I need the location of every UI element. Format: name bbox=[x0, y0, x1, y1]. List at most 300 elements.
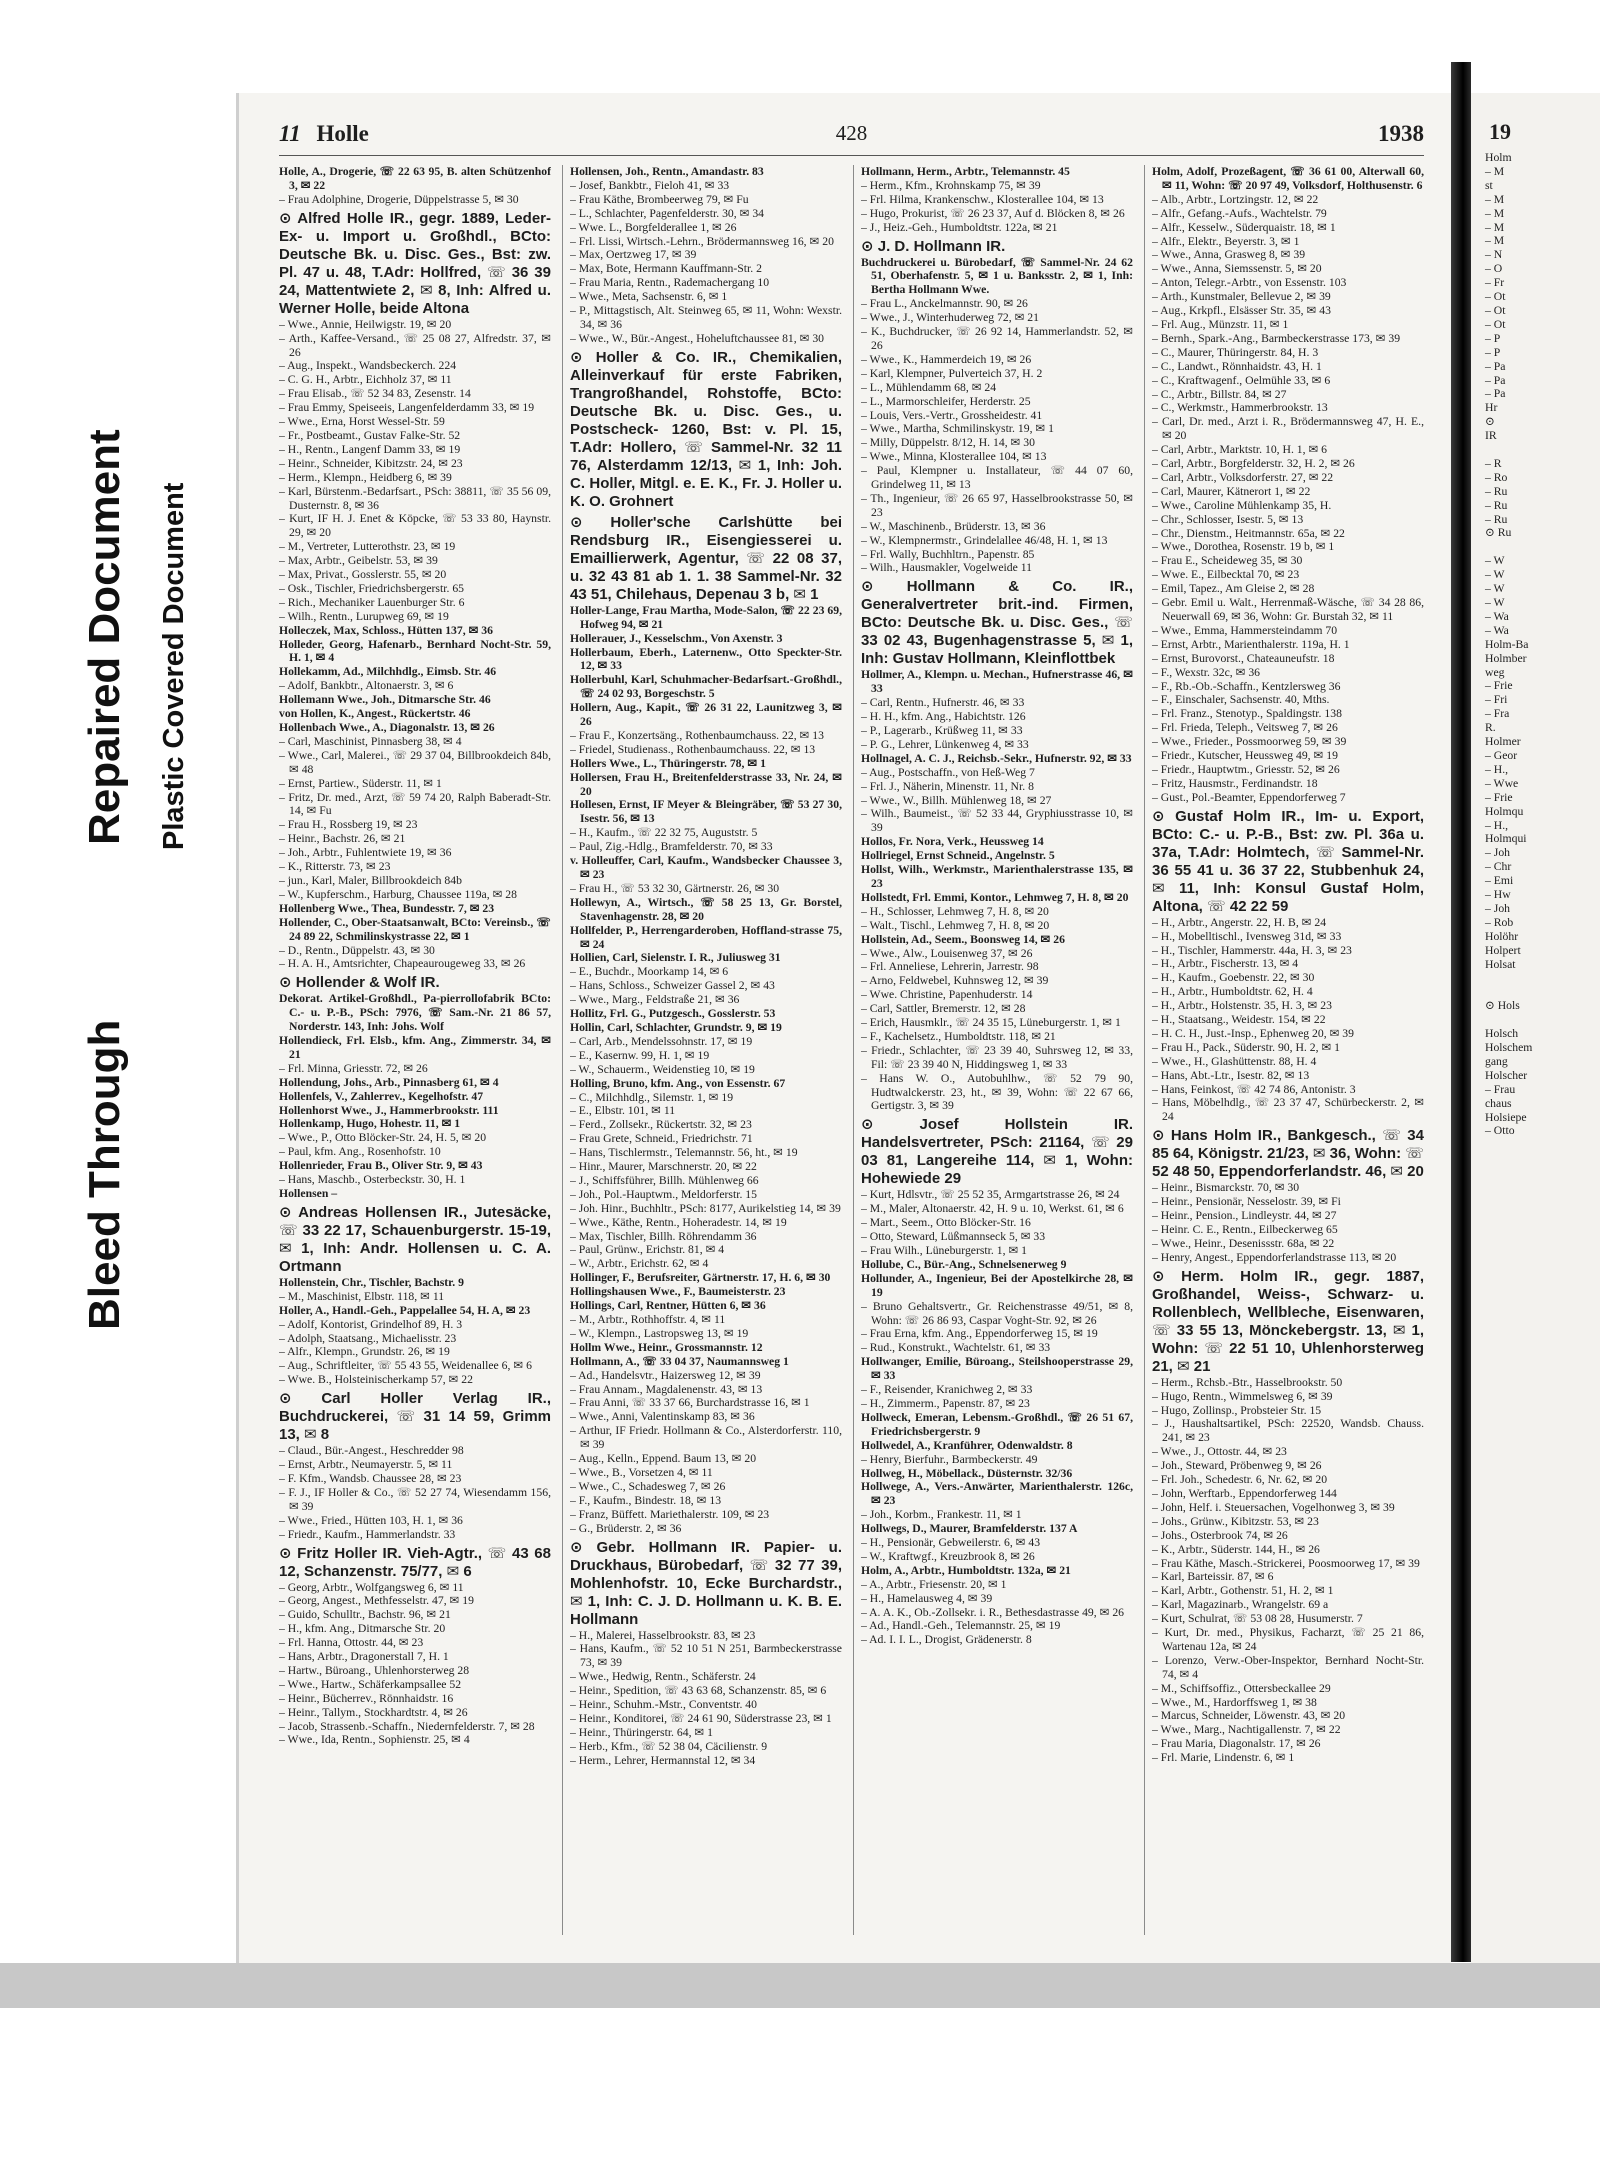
directory-entry: – Wwe., Emma, Hammersteindamm 70 bbox=[1152, 623, 1338, 637]
directory-entry: – Ad. I. I. L., Drogist, Grädenerstr. 8 bbox=[861, 1633, 1032, 1647]
next-page-line: – Ru bbox=[1485, 484, 1508, 498]
directory-entry: – E., Buchdr., Moorkamp 14, ✉ 6 bbox=[570, 965, 729, 979]
directory-entry: – H. H., kfm. Ang., Habichtstr. 126 bbox=[861, 710, 1026, 724]
directory-entry: – H., kfm. Ang., Ditmarsche Str. 20 bbox=[279, 1622, 446, 1636]
directory-entry: Hollensen, Joh., Rentn., Amandastr. 83 bbox=[570, 165, 764, 178]
directory-entry: – Wwe. L., Borgfelderallee 1, ✉ 26 bbox=[570, 220, 737, 234]
next-page-line: – Ro bbox=[1485, 470, 1508, 484]
directory-entry: – Wwe. B., Holsteinischerkamp 57, ✉ 22 bbox=[279, 1373, 473, 1387]
next-page-line: Holsat bbox=[1485, 957, 1516, 971]
directory-entry: – Milly, Düppelstr. 8/12, H. 14, ✉ 30 bbox=[861, 436, 1035, 450]
directory-entry: – Karl, Klempner, Pulverteich 37, H. 2 bbox=[861, 366, 1043, 380]
next-page-line: R. bbox=[1485, 721, 1496, 735]
next-page-line: – Fri bbox=[1485, 693, 1508, 707]
directory-entry: – Joh., Korbm., Frankestr. 11, ✉ 1 bbox=[861, 1508, 1022, 1522]
directory-entry: – Guido, Schulltr., Bachstr. 96, ✉ 21 bbox=[279, 1608, 451, 1622]
directory-entry: – Wwe., Hartw., Schäferkampsallee 52 bbox=[279, 1677, 462, 1691]
directory-entry: Hollmann, Herm., Arbtr., Telemannstr. 45 bbox=[861, 165, 1070, 178]
next-page-line: – Frau bbox=[1485, 1082, 1516, 1096]
next-page-line: – M bbox=[1485, 234, 1505, 248]
directory-entry: – Osk., Tischler, Friedrichsbergerstr. 65 bbox=[279, 581, 465, 595]
directory-entry: – Frau H., Rossberg 19, ✉ 23 bbox=[279, 818, 418, 832]
directory-entry: – Ferd., Zollsekr., Rückertstr. 32, ✉ 23 bbox=[570, 1118, 752, 1132]
directory-entry: Hollenstein, Chr., Tischler, Bachstr. 9 bbox=[279, 1275, 464, 1289]
directory-entry: – Ad., Handelsvtr., Haizersweg 12, ✉ 39 bbox=[570, 1368, 761, 1382]
directory-entry: ⊙ Hans Holm IR., Bankgesch., ☏ 34 85 64, Königstr. 21/23, ✉ 36, Wohn: ☏ 52 48 50, Eppendorferlandstr. 46, ✉ 20 bbox=[1152, 1127, 1424, 1181]
directory-entry: – Frl. Anneliese, Lehrerin, Jarrestr. 98 bbox=[861, 960, 1039, 974]
next-page-line: – Pa bbox=[1485, 373, 1506, 387]
directory-entry: Hollenberg Wwe., Thea, Bundesstr. 7, ✉ 23 bbox=[279, 901, 495, 915]
directory-entry: Hollerbaum, Eberh., Laternenw., Otto Speckter-Str. 12, ✉ 33 bbox=[570, 645, 842, 673]
directory-entry: – Herm., Lehrer, Hermannstal 12, ✉ 34 bbox=[570, 1753, 756, 1767]
directory-entry: – Gebr. Emil u. Walt., Herrenmaß-Wäsche, ☏ 34 28 86, Neuerwall 69, ✉ 36, Wohn: Gr. Burstah 32, ✉ 11 bbox=[1152, 596, 1424, 623]
directory-entry: – C. G. H., Arbtr., Eichholz 37, ✉ 11 bbox=[279, 373, 452, 387]
directory-entry: – Frl. Aug., Münzstr. 11, ✉ 1 bbox=[1152, 317, 1289, 331]
directory-entry: Hollst, Wilh., Werkmstr., Marienthalerstrasse 135, ✉ 23 bbox=[861, 863, 1133, 890]
directory-entry: – Rich., Mechaniker Lauenburger Str. 6 bbox=[279, 595, 465, 609]
next-page-line: chaus bbox=[1485, 1096, 1512, 1110]
directory-entry: – Heinr., Tallym., Stockhardtstr. 4, ✉ 26 bbox=[279, 1705, 468, 1719]
directory-entry: – Wwe., J., Winterhuderweg 72, ✉ 21 bbox=[861, 311, 1039, 325]
next-page-line: IR bbox=[1485, 429, 1497, 443]
next-page-line: Hr bbox=[1485, 401, 1498, 415]
directory-entry: – F., Rb.-Ob.-Schaffn., Kentzlersweg 36 bbox=[1152, 679, 1341, 693]
directory-entry: – Joh. Hinr., Buchhltr., PSch: 8177, Aurikelstieg 14, ✉ 39 bbox=[570, 1201, 841, 1215]
directory-entry: – H. C. H., Just.-Insp., Ephenweg 20, ✉ 39 bbox=[1152, 1026, 1354, 1040]
directory-entry: – Joh., Steward, Pröbenweg 9, ✉ 26 bbox=[1152, 1459, 1322, 1473]
directory-entry: – Claud., Bür.-Angest., Heschredder 98 bbox=[279, 1444, 464, 1458]
directory-entry: – Kurt, IF H. J. Enet & Köpcke, ☏ 53 33 80, Haynstr. 29, ✉ 20 bbox=[279, 512, 551, 540]
directory-entry: Hollriegel, Ernst Schneid., Angelnstr. 5 bbox=[861, 849, 1055, 863]
directory-entry: – M., Maler, Altonaerstr. 42, H. 9 u. 10, Werkst. 61, ✉ 6 bbox=[861, 1202, 1124, 1216]
directory-entry: – Frl. Joh., Schedestr. 6, Nr. 62, ✉ 20 bbox=[1152, 1473, 1328, 1487]
scan-labels bbox=[0, 0, 245, 2177]
directory-entry: Hollensen – bbox=[279, 1187, 338, 1200]
directory-entry: – Carl, Arbtr., Volksdorferstr. 27, ✉ 22 bbox=[1152, 470, 1334, 484]
next-page-line: – H., bbox=[1485, 818, 1509, 832]
directory-entry: – Heinr., Schneider, Kibitzstr. 24, ✉ 23 bbox=[279, 456, 463, 470]
directory-entry: Hollenfels, V., Zahlerrev., Kegelhofstr. 47 bbox=[279, 1089, 484, 1103]
directory-entry: – Wwe., Anna, Siemssenstr. 5, ✉ 20 bbox=[1152, 262, 1322, 276]
directory-entry: – Paul, Klempner u. Installateur, ☏ 44 07 60, Grindelweg 11, ✉ 13 bbox=[861, 464, 1133, 492]
directory-entry: – Wwe., Fried., Hütten 103, H. 1, ✉ 36 bbox=[279, 1513, 463, 1527]
directory-entry: – Max, Arbtr., Geibelstr. 53, ✉ 39 bbox=[279, 554, 438, 568]
directory-entry: – Arth., Kaffee-Versand., ☏ 25 08 27, Alfredstr. 37, ✉ 26 bbox=[279, 331, 551, 359]
directory-entry: – Henry, Bierfuhr., Barmbeckerstr. 49 bbox=[861, 1452, 1038, 1466]
directory-entry: – F., Kaufm., Bindestr. 18, ✉ 13 bbox=[570, 1493, 722, 1507]
directory-entry: Hollern, Aug., Kapit., ☏ 26 31 22, Launitzweg 3, ✉ 26 bbox=[570, 701, 842, 729]
directory-entry: – Herm., Kfm., Krohnskamp 75, ✉ 39 bbox=[861, 178, 1041, 192]
directory-entry: – Ernst, Burovorst., Chateauneufstr. 18 bbox=[1152, 651, 1335, 665]
directory-entry: – H., Staatsang., Weidestr. 154, ✉ 22 bbox=[1152, 1013, 1326, 1027]
next-page-line: Holmqu bbox=[1485, 804, 1524, 818]
directory-entry: – Hans, Abt.-Ltr., Isestr. 82, ✉ 13 bbox=[1152, 1068, 1310, 1082]
next-page-line: Holschem bbox=[1485, 1041, 1533, 1054]
next-page-line: Holmber bbox=[1485, 651, 1527, 665]
directory-entry: Holm, Adolf, Prozeßagent, ☏ 36 61 00, Alterwall 60, ✉ 11, Wohn: ☏ 20 97 49, Volksdorf, Holthusenstr. 6 bbox=[1152, 165, 1424, 192]
directory-entry: – Kurt, Hdlsvtr., ☏ 25 52 35, Armgartstrasse 26, ✉ 24 bbox=[861, 1188, 1120, 1202]
next-page-line bbox=[1471, 971, 1600, 985]
directory-entry: – Hans, Kaufm., ☏ 52 10 51 N 251, Barmbeckerstrasse 73, ✉ 39 bbox=[570, 1642, 842, 1670]
directory-entry: – Wwe., Annie, Heilwigstr. 19, ✉ 20 bbox=[279, 317, 452, 331]
directory-entry: – Aug., Postschaffn., von Heß-Weg 7 bbox=[861, 765, 1035, 779]
directory-entry: – Mart., Seem., Otto Blöcker-Str. 16 bbox=[861, 1216, 1031, 1230]
directory-entry: Hollos, Fr. Nora, Verk., Heussweg 14 bbox=[861, 835, 1044, 849]
directory-entry: – Ernst, Arbtr., Neumayerstr. 5, ✉ 11 bbox=[279, 1458, 453, 1472]
directory-entry: – Joh., Arbtr., Fuhlentwiete 19, ✉ 36 bbox=[279, 846, 452, 860]
directory-entry: – Hans, Arbtr., Dragonerstall 7, H. 1 bbox=[279, 1650, 449, 1664]
directory-entry: – H., Rentn., Langenf Damm 33, ✉ 19 bbox=[279, 442, 461, 456]
directory-entry: – Frl. Minna, Griesstr. 72, ✉ 26 bbox=[279, 1061, 428, 1075]
directory-entry: – H., Schlosser, Lehmweg 7, H. 8, ✉ 20 bbox=[861, 904, 1049, 918]
directory-entry: – W., Kupferschm., Harburg, Chaussee 119a, ✉ 28 bbox=[279, 887, 517, 901]
directory-entry: – H., Kaufm., ☏ 22 32 75, Auguststr. 5 bbox=[570, 826, 758, 840]
directory-entry: – Heinr., Bismarckstr. 70, ✉ 30 bbox=[1152, 1181, 1300, 1195]
directory-entry: – L., Marmorschleifer, Herderstr. 25 bbox=[861, 394, 1031, 408]
directory-entry: – F., Einschaler, Sachsenstr. 40, Mths. bbox=[1152, 693, 1330, 707]
directory-entry: – Frau Anni, ☏ 33 37 66, Burchardstrasse 16, ✉ 1 bbox=[570, 1396, 810, 1410]
directory-entry: Holle, A., Drogerie, ☏ 22 63 95, B. alten Schützenhof 3, ✉ 22 bbox=[279, 165, 551, 192]
bleed-through-label: Bleed Through bbox=[80, 1019, 129, 1330]
next-page-line: – Otto bbox=[1485, 1124, 1515, 1138]
directory-entry: – Franz, Büffett. Mariethalerstr. 109, ✉ 23 bbox=[570, 1507, 770, 1521]
next-page-line: – Frie bbox=[1485, 790, 1513, 804]
directory-entry: – D., Rentn., Düppelstr. 43, ✉ 30 bbox=[279, 943, 435, 957]
directory-entry: – H., Malerei, Hasselbrookstr. 83, ✉ 23 bbox=[570, 1628, 756, 1642]
directory-entry: – H., Zimmerm., Papenstr. 87, ✉ 23 bbox=[861, 1396, 1030, 1410]
next-page-line: – Joh bbox=[1485, 846, 1511, 860]
directory-entry: Hollenkamp, Hugo, Hohestr. 11, ✉ 1 bbox=[279, 1117, 461, 1131]
next-page-line: – W bbox=[1485, 596, 1505, 609]
directory-entry: – M., Schiffsoffiz., Ottersbeckallee 29 bbox=[1152, 1681, 1331, 1695]
directory-entry: – Adolf, Bankbtr., Altonaerstr. 3, ✉ 6 bbox=[279, 679, 454, 693]
directory-entry: ⊙ Holler'sche Carlshütte bei Rendsburg IR., Eisengiesserei u. Emaillierwerk, Agentur, ☏ 22 08 37, u. 32 43 81 ab 1. 1. 38 Sammel-Nr. 32 43 51, Chilehaus, Depenau 3 b, ✉ 1 bbox=[570, 513, 842, 603]
directory-entry: – Wwe., Ida, Rentn., Sophienstr. 25, ✉ 4 bbox=[279, 1733, 470, 1747]
directory-entry: – Hugo, Zollinsp., Probsteier Str. 15 bbox=[1152, 1403, 1322, 1417]
next-page-line: Holm bbox=[1485, 151, 1512, 164]
directory-entry: – L., Schlachter, Pagenfelderstr. 30, ✉ 34 bbox=[570, 206, 765, 220]
scan-bottom-band bbox=[0, 1963, 1600, 2008]
directory-entry: – W., Klempnermstr., Grindelallee 46/48, H. 1, ✉ 13 bbox=[861, 533, 1108, 547]
directory-entry: – C., Werkmstr., Hammerbrookstr. 13 bbox=[1152, 401, 1328, 415]
next-page-line: – Ot bbox=[1485, 303, 1506, 317]
directory-entry: ⊙ Gustaf Holm IR., Im- u. Export, BCto: C.- u. P.-B., Bst: zw. Pl. 36a u. 37a, T.Adr: Holmtech, ☏ Sammel-Nr. 36 55 41 u. 36 37 22, Stubbenhuk 24, ✉ 11, Inh: Konsul Gustaf Holm, Altona, ☏ 42 22 59 bbox=[1152, 807, 1424, 915]
directory-entry: – Wwe., Anna, Grasweg 8, ✉ 39 bbox=[1152, 248, 1306, 262]
directory-entry: – Wilh., Hausmakler, Vogelweide 11 bbox=[861, 561, 1032, 575]
column-divider bbox=[562, 165, 563, 1935]
directory-entry: – Frau H., ☏ 53 32 30, Gärtnerstr. 26, ✉ 30 bbox=[570, 881, 780, 895]
next-page-line: – R bbox=[1485, 456, 1502, 470]
directory-entry: – Frau Erna, kfm. Ang., Eppendorferweg 15, ✉ 19 bbox=[861, 1327, 1098, 1341]
directory-entry: – Karl, Bürstenm.-Bedarfsart., PSch: 38811, ☏ 35 56 09, Dusternstr. 8, ✉ 36 bbox=[279, 484, 551, 512]
page-header bbox=[279, 121, 1424, 156]
directory-entry: – Carl, Sattler, Bremerstr. 12, ✉ 28 bbox=[861, 1002, 1026, 1016]
directory-entry: – H., Hamelausweg 4, ✉ 39 bbox=[861, 1591, 993, 1605]
directory-entry: – John, Helf. i. Steuersachen, Vogelhonweg 3, ✉ 39 bbox=[1152, 1500, 1395, 1514]
directory-entry: – Wwe., Alw., Louisenweg 37, ✉ 26 bbox=[861, 946, 1033, 960]
column-2 bbox=[570, 165, 842, 1935]
next-page-line: – Wwe bbox=[1485, 776, 1519, 790]
directory-entry: – Karl, Arbtr., Gothenstr. 51, H. 2, ✉ 1 bbox=[1152, 1584, 1334, 1598]
directory-entry: – Friedr., Hauptwtm., Griesstr. 52, ✉ 26 bbox=[1152, 762, 1340, 776]
directory-entry: Hollin, Carl, Schlachter, Grundstr. 9, ✉ 19 bbox=[570, 1020, 782, 1034]
next-page-line: – Hw bbox=[1485, 888, 1511, 902]
directory-entry: – Hinr., Maurer, Marschnerstr. 20, ✉ 22 bbox=[570, 1160, 757, 1174]
directory-entry: – Hans W. O., Autobuhlhw., ☏ 52 79 90, Hudtwalckerstr. 23, ht., ✉ 39, Wohn: ☏ 22 67 66, Gertigstr. 3, ✉ 39 bbox=[861, 1071, 1133, 1113]
directory-entry: – Fr., Postbeamt., Gustav Falke-Str. 52 bbox=[279, 428, 461, 442]
next-page-line: – Ot bbox=[1485, 317, 1506, 331]
directory-entry: – jun., Karl, Maler, Billbrookdeich 84b bbox=[279, 873, 462, 887]
directory-entry: – A. A. K., Ob.-Zollsekr. i. R., Bethesdastrasse 49, ✉ 26 bbox=[861, 1605, 1125, 1619]
directory-entry: – K., Arbtr., Süderstr. 144, H., ✉ 26 bbox=[1152, 1542, 1320, 1556]
directory-entry: – Friedr., Schlachter, ☏ 23 39 40, Suhrsweg 12, ✉ 33, Fil: ☏ 23 39 40 N, Hiddingsweg 1, ✉ 33 bbox=[861, 1043, 1133, 1071]
directory-entry: Hollwedel, A., Kranführer, Odenwaldstr. 8 bbox=[861, 1438, 1073, 1452]
directory-entry: – Karl, Barteissir. 87, ✉ 6 bbox=[1152, 1570, 1274, 1584]
directory-entry: – G., Brüderstr. 2, ✉ 36 bbox=[570, 1521, 682, 1535]
directory-entry: – Lorenzo, Verw.-Ober-Inspektor, Bernhard Nocht-Str. 74, ✉ 4 bbox=[1152, 1653, 1424, 1681]
next-page-line: – P bbox=[1485, 345, 1501, 359]
directory-page bbox=[236, 93, 1451, 1963]
directory-entry: – Wwe., Caroline Mühlenkamp 35, H. bbox=[1152, 498, 1332, 512]
directory-entry: – Frau E., Scheideweg 35, ✉ 30 bbox=[1152, 554, 1303, 568]
directory-entry: Hollube, C., Bür.-Ang., Schnelsenerweg 9 bbox=[861, 1257, 1067, 1271]
directory-entry: – Aug., Inspekt., Wandsbeckerch. 224 bbox=[279, 359, 457, 373]
next-page-line bbox=[1471, 1013, 1600, 1027]
directory-entry: – Frl. Marie, Lindenstr. 6, ✉ 1 bbox=[1152, 1751, 1295, 1765]
directory-entry: – John, Werftarb., Eppendorferweg 144 bbox=[1152, 1486, 1337, 1500]
directory-entry: – Frau Emmy, Speiseeis, Langenfelderdamm 33, ✉ 19 bbox=[279, 401, 535, 415]
column-3 bbox=[861, 165, 1133, 1935]
directory-entry: – Hans, Tischlermstr., Telemannstr. 56, ht., ✉ 19 bbox=[570, 1146, 798, 1160]
next-page-line: – M bbox=[1485, 164, 1505, 178]
directory-entry: Hollenrieder, Frau B., Oliver Str. 9, ✉ 43 bbox=[279, 1159, 483, 1173]
directory-entry: – Hugo, Prokurist, ☏ 26 23 37, Auf d. Blöcken 8, ✉ 26 bbox=[861, 206, 1125, 220]
directory-entry: ⊙ Hollmann & Co. IR., Generalvertreter brit.-ind. Firmen, BCto: Deutsche Bk. u. Disc. Ges., ☏ 33 02 43, Bugenhagenstrasse 5, ✉ 1, Inh: Gustav Hollmann, Kleinflottbek bbox=[861, 578, 1133, 668]
directory-entry: – Heinr., Konditorei, ☏ 24 61 90, Süderstrasse 23, ✉ 1 bbox=[570, 1711, 832, 1725]
next-page-line: Holmqui bbox=[1485, 832, 1527, 846]
directory-entry: Dekorat. Artikel-Großhdl., Pa-pierrollofabrik BCto: C.- u. P.-B., PSch: 7976, ☏ Sam.-Nr. 21 86 57, Norderstr. 143, Inh: Johs. Wolf bbox=[279, 992, 551, 1034]
next-page-line: ⊙ Hols bbox=[1485, 999, 1520, 1013]
directory-entry: – Ernst, Partiew., Süderstr. 11, ✉ 1 bbox=[279, 776, 442, 790]
next-page-line: – N bbox=[1485, 248, 1503, 262]
next-page-line: – M bbox=[1485, 206, 1505, 220]
directory-entry: – Heinr., Thüringerstr. 64, ✉ 1 bbox=[570, 1725, 713, 1739]
next-page-line: Holöhr bbox=[1485, 929, 1519, 943]
directory-entry: – Chr., Schlosser, Isestr. 5, ✉ 13 bbox=[1152, 512, 1304, 526]
directory-entry: – Aug., Kelln., Eppend. Baum 13, ✉ 20 bbox=[570, 1452, 757, 1466]
next-page-line: – M bbox=[1485, 220, 1505, 234]
directory-entry: ⊙ J. D. Hollmann IR. bbox=[861, 237, 1006, 255]
directory-entry: – Hartw., Büroang., Uhlenhorsterweg 28 bbox=[279, 1663, 470, 1677]
directory-entry: – Max, Bote, Hermann Kauffmann-Str. 2 bbox=[570, 262, 762, 276]
directory-entry: – Heinr., Bücherrev., Rönnhaidstr. 16 bbox=[279, 1691, 454, 1705]
directory-entry: – M., Vertreter, Lutterothstr. 23, ✉ 19 bbox=[279, 540, 456, 554]
next-page-line bbox=[1471, 443, 1600, 457]
header-year: 1938 bbox=[1378, 121, 1424, 146]
directory-entry: – Wwe., Dorothea, Rosenstr. 19 b, ✉ 1 bbox=[1152, 540, 1335, 554]
directory-entry: – W., Maschinenb., Brüderstr. 13, ✉ 36 bbox=[861, 519, 1046, 533]
directory-entry: – H., Arbtr., Holstenstr. 35, H. 3, ✉ 23 bbox=[1152, 999, 1332, 1013]
next-page-line: – P bbox=[1485, 331, 1501, 345]
directory-entry: – Wwe., Heinr., Desenissstr. 68a, ✉ 22 bbox=[1152, 1236, 1335, 1250]
directory-entry: Hollstein, Ad., Seem., Boonsweg 14, ✉ 26 bbox=[861, 932, 1065, 946]
directory-entry: – Ernst, Arbtr., Marienthalerstr. 119a, H. 1 bbox=[1152, 637, 1350, 651]
directory-entry: – Walt., Tischl., Lehmweg 7, H. 8, ✉ 20 bbox=[861, 918, 1050, 932]
directory-entry: – Friedr., Kaufm., Hammerlandstr. 33 bbox=[279, 1527, 456, 1541]
directory-entry: – F., Wexstr. 32c, ✉ 36 bbox=[1152, 665, 1261, 679]
directory-entry: v. Holleuffer, Carl, Kaufm., Wandsbecker Chaussee 3, ✉ 23 bbox=[570, 854, 842, 881]
column-divider bbox=[1144, 165, 1145, 1935]
directory-entry: – Gust., Pol.-Beamter, Eppendorferweg 7 bbox=[1152, 790, 1346, 804]
directory-entry: – M., Maschinist, Elbstr. 118, ✉ 11 bbox=[279, 1289, 445, 1303]
directory-entry: – Alb., Arbtr., Lortzingstr. 12, ✉ 22 bbox=[1152, 192, 1319, 206]
directory-entry: – H., Kaufm., Goebenstr. 22, ✉ 30 bbox=[1152, 971, 1315, 985]
directory-entry: – Th., Ingenieur, ☏ 26 65 97, Hasselbrookstrasse 50, ✉ 23 bbox=[861, 491, 1133, 519]
directory-entry: Hollwege, A., Vers.-Anwärter, Marienthalerstr. 126c, ✉ 23 bbox=[861, 1480, 1133, 1508]
directory-entry: – Frau Käthe, Masch.-Strickerei, Poosmoorweg 17, ✉ 39 bbox=[1152, 1556, 1420, 1570]
directory-entry: ⊙ Hollender & Wolf IR. bbox=[279, 974, 440, 992]
directory-entry: Hollenbach Wwe., A., Diagonalstr. 13, ✉ 26 bbox=[279, 721, 495, 734]
directory-entry: – Heinr., Schuhm.-Mstr., Conventstr. 40 bbox=[570, 1698, 757, 1712]
directory-entry: – Alfr., Gefang.-Aufs., Wachtelstr. 79 bbox=[1152, 206, 1327, 220]
directory-entry: – Carl, Dr. med., Arzt i. R., Brödermannsweg 47, H. E., ✉ 20 bbox=[1152, 415, 1424, 443]
page-number: 428 bbox=[835, 121, 868, 145]
directory-entry: – W., Klempn., Lastropsweg 13, ✉ 19 bbox=[570, 1326, 749, 1340]
directory-entry: – Joh., Pol.-Hauptwm., Meldorferstr. 15 bbox=[570, 1187, 757, 1201]
directory-entry: – Hans, Feinkost, ☏ 42 74 86, Antonistr. 3 bbox=[1152, 1082, 1356, 1096]
directory-entry: – C., Kraftwagenf., Oelmühle 33, ✉ 6 bbox=[1152, 373, 1331, 387]
next-page-line: – W bbox=[1485, 568, 1505, 582]
next-page-line bbox=[1471, 540, 1600, 554]
directory-entry: – Frau Maria, Rentn., Rademachergang 10 bbox=[570, 276, 770, 290]
directory-entry: Hollemann Wwe., Joh., Ditmarsche Str. 46 bbox=[279, 693, 491, 707]
next-page-line: – Pa bbox=[1485, 387, 1506, 401]
directory-entry: Holling, Bruno, kfm. Ang., von Essenstr. 67 bbox=[570, 1076, 786, 1090]
directory-entry: – Marcus, Schneider, Löwenstr. 43, ✉ 20 bbox=[1152, 1709, 1346, 1723]
directory-entry: – Hans, Maschb., Osterbeckstr. 30, H. 1 bbox=[279, 1173, 466, 1187]
directory-entry: ⊙ Gebr. Hollmann IR. Papier- u. Druckhaus, Bürobedarf, ☏ 32 77 39, Mohlenhofstr. 10, Ecke Burchardstr., ✉ 1, Inh: C. J. D. Hollmann u. K. B. E. Hollmann bbox=[570, 1538, 842, 1628]
next-page-line: – Frie bbox=[1485, 679, 1513, 693]
directory-entry: – W., Schauerm., Weidenstieg 10, ✉ 19 bbox=[570, 1062, 755, 1076]
directory-entry: – Wwe., Meta, Sachsenstr. 6, ✉ 1 bbox=[570, 290, 728, 304]
directory-entry: – Paul, Grünw., Erichstr. 81, ✉ 4 bbox=[570, 1243, 725, 1257]
directory-entry: – Carl, Arbtr., Borgfelderstr. 32, H. 2, ✉ 26 bbox=[1152, 457, 1355, 471]
next-page-line: Holscher bbox=[1485, 1068, 1528, 1082]
directory-entry: – H., Pensionär, Gebweilerstr. 6, ✉ 43 bbox=[861, 1536, 1041, 1550]
directory-entry: – E., Kasernw. 99, H. 1, ✉ 19 bbox=[570, 1048, 710, 1062]
directory-entry: – Frl. J., Näherin, Minenstr. 11, Nr. 8 bbox=[861, 779, 1034, 793]
directory-entry: Hollersen, Frau H., Breitenfelderstrasse 33, Nr. 24, ✉ 20 bbox=[570, 770, 842, 798]
next-page-line: Holm-Ba bbox=[1485, 637, 1529, 651]
directory-entry: ⊙ Herm. Holm IR., gegr. 1887, Großhandel, Weiss-, Schwarz- u. Rollenblech, Wellbleche, Eisenwaren, ☏ 33 55 13, Mönckebergstr. 13, ✉ 1, Wohn: ☏ 22 51 10, Uhlenhorsterweg 21, ✉ 21 bbox=[1152, 1267, 1424, 1375]
directory-entry: – Emil, Tapez., Am Gleise 2, ✉ 28 bbox=[1152, 582, 1315, 596]
next-page-line: st bbox=[1485, 178, 1493, 192]
directory-entry: Buchdruckerei u. Bürobedarf, ☏ Sammel-Nr. 24 62 51, Oberhafenstr. 5, ✉ 1 u. Banksstr. 2, ✉ 1, Inh: Bertha Hollmann Wwe. bbox=[861, 255, 1133, 297]
directory-entry: – Frau H., Pack., Süderstr. 90, H. 2, ✉ 1 bbox=[1152, 1040, 1341, 1054]
directory-entry: – Herb., Kfm., ☏ 52 38 04, Cäcilienstr. 9 bbox=[570, 1739, 768, 1753]
directory-entry: – Ad., Handl.-Geh., Telemannstr. 25, ✉ 19 bbox=[861, 1619, 1061, 1633]
directory-entry: – P., Mittagstisch, Alt. Steinweg 65, ✉ 11, Wohn: Wexstr. 34, ✉ 36 bbox=[570, 304, 842, 331]
next-page-line: – M bbox=[1485, 192, 1505, 206]
directory-entry: – Karl, Magazinarb., Wrangelstr. 69 a bbox=[1152, 1598, 1329, 1612]
directory-entry: – Kurt, Schulrat, ☏ 53 08 28, Husumerstr. 7 bbox=[1152, 1612, 1363, 1626]
directory-entry: – Erich, Hausmklr., ☏ 24 35 15, Lüneburgerstr. 1, ✉ 1 bbox=[861, 1016, 1121, 1030]
next-page-line: Holmer bbox=[1485, 735, 1521, 749]
next-page-line: – Pa bbox=[1485, 359, 1506, 373]
directory-entry: Hollitz, Frl. G., Putzgesch., Gosslerstr. 53 bbox=[570, 1007, 776, 1021]
next-page-line: – Ru bbox=[1485, 498, 1508, 512]
directory-entry: – Frau L., Anckelmannstr. 90, ✉ 26 bbox=[861, 297, 1028, 311]
directory-entry: – K., Ritterstr. 73, ✉ 23 bbox=[279, 860, 391, 874]
directory-entry: – C., Landwt., Rönnhaidstr. 43, H. 1 bbox=[1152, 359, 1322, 373]
directory-entry: – W., Kraftwgf., Kreuzbrook 8, ✉ 26 bbox=[861, 1549, 1035, 1563]
directory-entry: Hollender, C., Ober-Staatsanwalt, BCto: Vereinsb., ☏ 24 89 22, Schmilinskystrasse 22, ✉ 1 bbox=[279, 915, 551, 943]
directory-entry: – Wwe., Marg., Nachtigallenstr. 7, ✉ 22 bbox=[1152, 1723, 1341, 1737]
directory-entry: Hollmer, A., Klempn. u. Mechan., Hufnerstrasse 46, ✉ 33 bbox=[861, 668, 1133, 696]
directory-entry: – Frl. Hilma, Krankenschw., Klosterallee 104, ✉ 13 bbox=[861, 192, 1104, 206]
directory-entry: – Wwe., M., Hardorffsweg 1, ✉ 38 bbox=[1152, 1695, 1317, 1709]
directory-entry: ⊙ Carl Holler Verlag IR., Buchdruckerei, ☏ 31 14 59, Grimm 13, ✉ 8 bbox=[279, 1390, 551, 1444]
directory-entry: Hollewyn, A., Wirtsch., ☏ 58 25 13, Gr. Borstel, Stavenhagenstr. 28, ✉ 20 bbox=[570, 895, 842, 923]
directory-entry: Hollings, Carl, Rentner, Hütten 6, ✉ 36 bbox=[570, 1299, 766, 1313]
next-page-line: – Joh bbox=[1485, 901, 1511, 915]
directory-entry: – Friedr., Kutscher, Heussweg 49, ✉ 19 bbox=[1152, 749, 1338, 763]
directory-entry: – Rud., Konstrukt., Wachtelstr. 61, ✉ 33 bbox=[861, 1341, 1051, 1355]
next-page-line: Holsiepe bbox=[1485, 1110, 1527, 1124]
next-page-edge bbox=[1471, 93, 1600, 1963]
directory-entry: – Frau Wilh., Lüneburgerstr. 1, ✉ 1 bbox=[861, 1244, 1028, 1257]
directory-entry: – Louis, Vers.-Vertr., Grossheidestr. 41 bbox=[861, 408, 1043, 422]
directory-entry: Hollinger, F., Berufsreiter, Gärtnerstr. 17, H. 6, ✉ 30 bbox=[570, 1271, 831, 1285]
directory-entry: – P., Lagerarb., Krüßweg 11, ✉ 33 bbox=[861, 724, 1023, 737]
directory-entry: – J., Haushaltsartikel, PSch: 22520, Wandsb. Chauss. 241, ✉ 23 bbox=[1152, 1417, 1424, 1445]
directory-entry: – Wwe., C., Schadesweg 7, ✉ 26 bbox=[570, 1479, 726, 1493]
directory-entry: – Fritz, Hausmstr., Ferdinandstr. 18 bbox=[1152, 776, 1318, 790]
column-1 bbox=[279, 165, 551, 1935]
directory-entry: Hollmann, A., ☏ 33 04 37, Naumannsweg 1 bbox=[570, 1354, 789, 1368]
directory-entry: Hollweg, H., Möbellack., Düsternstr. 32/36 bbox=[861, 1466, 1073, 1480]
directory-entry: – Hugo, Rentn., Wimmelsweg 6, ✉ 39 bbox=[1152, 1389, 1333, 1403]
next-page-line: gang bbox=[1485, 1054, 1508, 1068]
directory-entry: Holler, A., Handl.-Geh., Pappelallee 54, H. A, ✉ 23 bbox=[279, 1303, 531, 1317]
directory-entry: – Wwe., W., Bür.-Angest., Hoheluftchaussee 81, ✉ 30 bbox=[570, 331, 825, 345]
directory-entry: – Hans, Möbelhdlg., ☏ 23 37 47, Schürbeckerstr. 2, ✉ 24 bbox=[1152, 1096, 1424, 1124]
next-page-line: – Chr bbox=[1485, 860, 1512, 874]
directory-entry: – F. J., IF Holler & Co., ☏ 52 27 74, Wiesendamm 156, ✉ 39 bbox=[279, 1485, 551, 1513]
directory-entry: – Max, Privat., Gosslerstr. 55, ✉ 20 bbox=[279, 568, 447, 582]
directory-entry: – F., Reisender, Kranichweg 2, ✉ 33 bbox=[861, 1383, 1033, 1397]
directory-entry: Hollm Wwe., Heinr., Grossmannstr. 12 bbox=[570, 1340, 763, 1354]
next-page-line: – Geor bbox=[1485, 748, 1518, 762]
directory-entry: – Georg, Arbtr., Wolfgangsweg 6, ✉ 11 bbox=[279, 1580, 464, 1594]
directory-entry: – Wwe., Martha, Schmilinskystr. 19, ✉ 1 bbox=[861, 422, 1054, 436]
directory-entry: – Carl, Arbtr., Marktstr. 10, H. 1, ✉ 6 bbox=[1152, 443, 1328, 457]
directory-entry: – C., Milchhdlg., Silemstr. 1, ✉ 19 bbox=[570, 1090, 734, 1104]
directory-entry: ⊙ Alfred Holle IR., gegr. 1889, Leder-Ex- u. Import u. Großhdl., BCto: Deutsche Bk. u. Disc. Ges., Bst: zw. Pl. 47 u. 48, T.Adr: Hollfred, ☏ 36 39 24, Mattentwiete 2, ✉ 8, Inh: Alfred u. Werner Holle, beide Altona bbox=[279, 209, 551, 317]
next-page-header: 19 bbox=[1489, 119, 1511, 144]
directory-entry: Hollingshausen Wwe., F., Baumeisterstr. 23 bbox=[570, 1285, 786, 1299]
directory-entry: – Friedel, Studienass., Rothenbaumchauss. 22, ✉ 13 bbox=[570, 742, 816, 756]
next-page-line: ⊙ Ru bbox=[1485, 526, 1512, 540]
directory-entry: Hollerbuhl, Karl, Schuhmacher-Bedarfsart.-Großhdl., ☏ 24 02 93, Borgeschstr. 5 bbox=[570, 673, 842, 701]
directory-entry: – Wwe., B., Vorsetzen 4, ✉ 11 bbox=[570, 1465, 713, 1479]
directory-entry: – Carl, Rentn., Hufnerstr. 46, ✉ 33 bbox=[861, 696, 1025, 710]
directory-entry: – A., Arbtr., Friesenstr. 20, ✉ 1 bbox=[861, 1577, 1007, 1591]
directory-entry: – Paul, kfm. Ang., Rosenhofstr. 10 bbox=[279, 1145, 441, 1159]
directory-entry: – Wwe., Marg., Feldstraße 21, ✉ 36 bbox=[570, 993, 740, 1007]
directory-entry: Holleczek, Max, Schloss., Hütten 137, ✉ 36 bbox=[279, 623, 493, 637]
directory-entry: – Wwe., H., Glashüttenstr. 88, H. 4 bbox=[1152, 1054, 1317, 1068]
